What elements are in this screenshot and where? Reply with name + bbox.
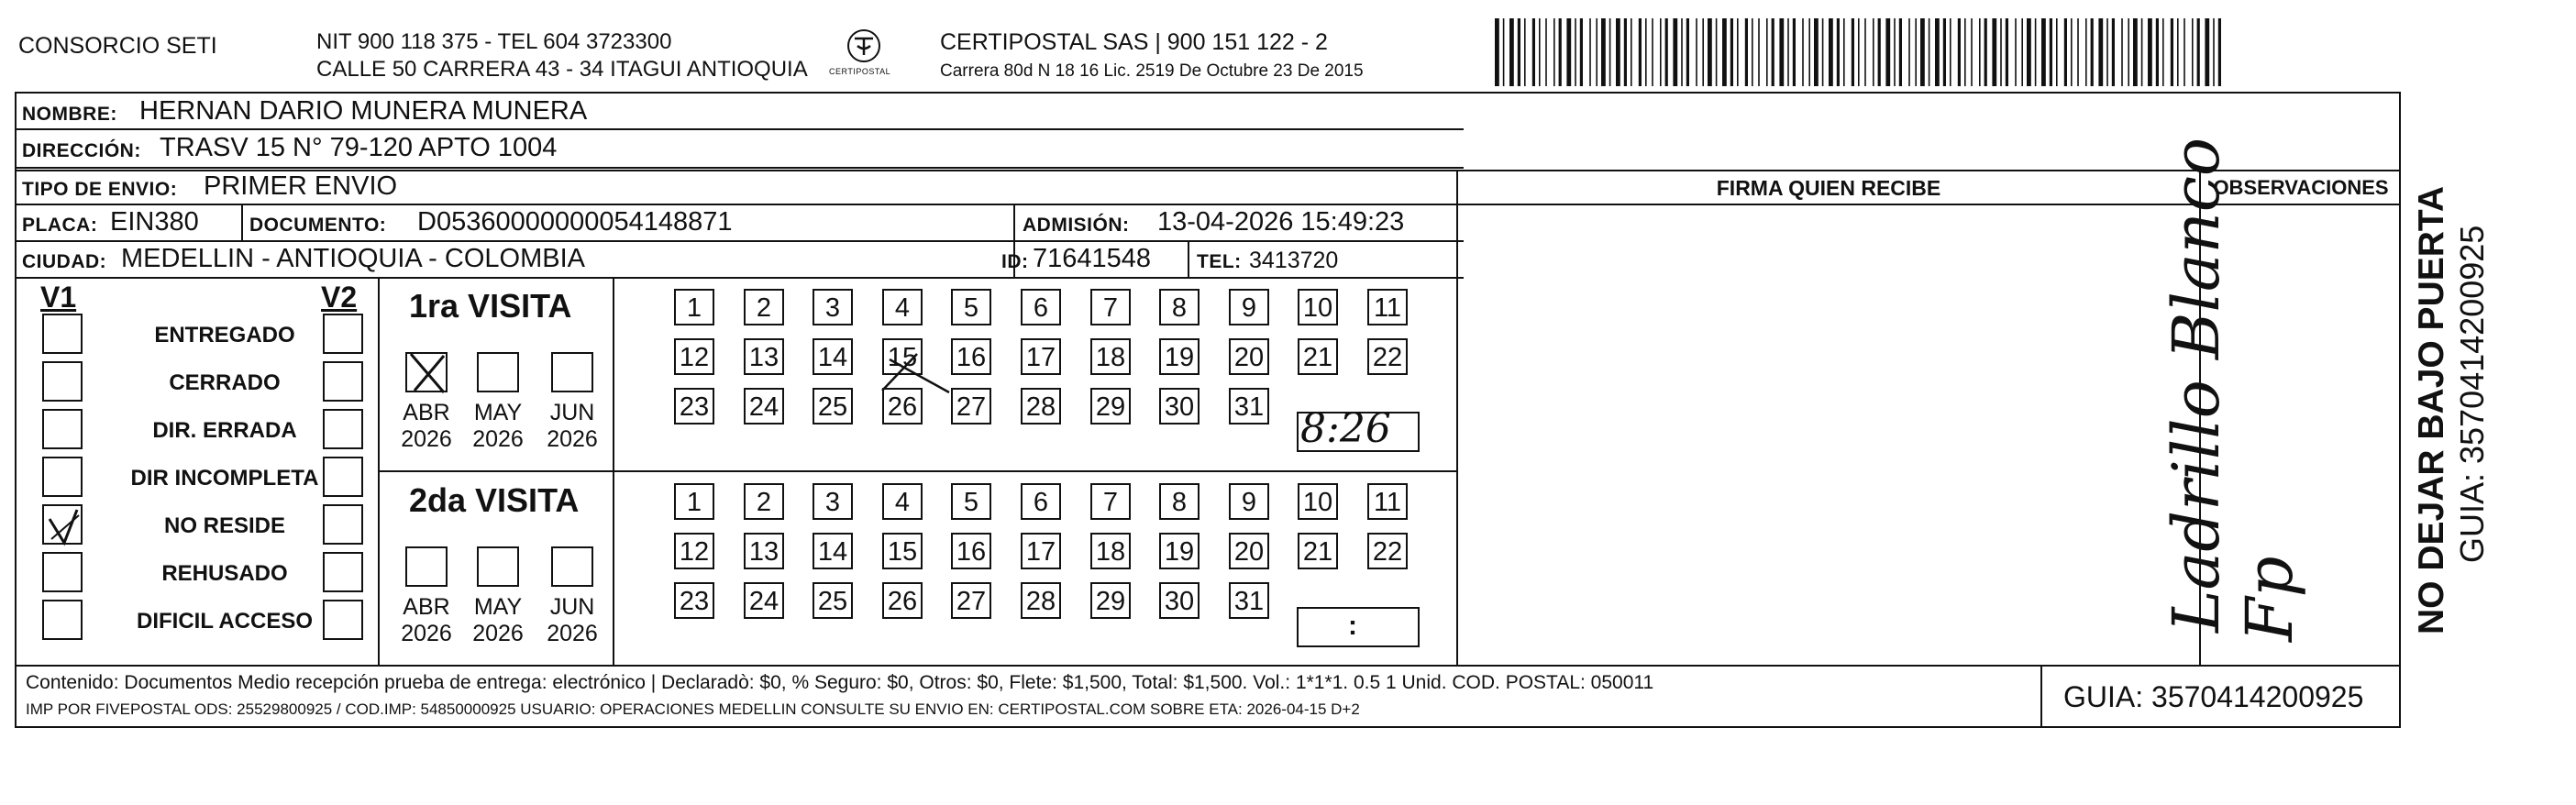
second-day-31[interactable]: 31 [1229,582,1269,619]
second-day-3[interactable]: 3 [813,483,853,520]
barcode-bar [2015,18,2017,86]
first-day-21[interactable]: 21 [1298,338,1338,375]
footer-guia: GUIA: 3570414200925 [2063,680,2364,713]
barcode-bar [1808,18,1810,86]
barcode-bar [1553,18,1555,86]
barcode-bar [2156,18,2159,86]
barcode-bar [1752,18,1753,86]
logo-text: CERTIPOSTAL [829,67,891,76]
barcode-bar [1814,18,1819,86]
documento-value: D05360000000054148871 [417,207,733,237]
first-day-1[interactable]: 1 [674,289,714,325]
ciudad-label: CIUDAD: [22,251,107,272]
barcode-bar [1596,18,1598,86]
barcode-bar [1616,18,1620,86]
month-name: JUN [549,594,595,620]
nombre-value: HERNAN DARIO MUNERA MUNERA [139,96,588,126]
second-day-26[interactable]: 26 [882,582,923,619]
barcode-bar [2133,18,2138,86]
barcode-bar [1935,18,1940,86]
first-day-25[interactable]: 25 [813,388,853,425]
barcode-bar [2128,18,2129,86]
barcode-bar [1843,18,1845,86]
barcode-bar [1908,18,1910,86]
direccion-value: TRASV 15 N° 79-120 APTO 1004 [160,133,558,162]
first-day-26[interactable]: 26 [882,388,923,425]
barcode-bar [1503,18,1505,86]
first-day-9[interactable]: 9 [1229,289,1269,325]
ciudad-value: MEDELLIN - ANTIOQUIA - COLOMBIA [121,244,585,273]
second-month-label-jun [536,594,609,647]
barcode-bar [2162,18,2164,86]
second-day-1[interactable]: 1 [674,483,714,520]
barcode-bar [1979,18,1981,86]
barcode-bar [1837,18,1840,86]
second-day-11[interactable]: 11 [1367,483,1408,520]
first-day-8[interactable]: 8 [1159,289,1200,325]
barcode-bar [1822,18,1824,86]
first-day-6[interactable]: 6 [1021,289,1061,325]
barcode-bar [1539,18,1541,86]
second-day-5[interactable]: 5 [951,483,991,520]
first-day-31[interactable]: 31 [1229,388,1269,425]
barcode-bar [1566,18,1571,86]
first-day-20[interactable]: 20 [1229,338,1269,375]
barcode-bar [1985,18,1987,86]
id-label: ID: [1001,251,1029,272]
barcode-bar [2041,18,2046,86]
barcode-bar [1858,18,1860,86]
second-visit-time-box [1297,607,1420,647]
barcode-bar [1958,18,1961,86]
barcode-bar [2106,18,2108,86]
second-day-20[interactable]: 20 [1229,533,1269,569]
v1-checkbox-entregado[interactable] [42,314,83,354]
second-day-8[interactable]: 8 [1159,483,1200,520]
second-day-22[interactable]: 22 [1367,533,1408,569]
first-day-3[interactable]: 3 [813,289,853,325]
barcode-bar [1915,18,1917,86]
v2-checkbox-dir-incompleta[interactable] [323,457,363,497]
barcode-bar [2098,18,2103,86]
side-guia: GUIA: 3570414200925 [2453,225,2491,563]
barcode-bar [2085,18,2087,86]
barcode-bar [2205,18,2209,86]
first-day-16[interactable]: 16 [951,338,991,375]
barcode-bar [1793,18,1796,86]
barcode-bar [1645,18,1647,86]
barcode-bar [1852,18,1854,86]
barcode-bar [1829,18,1833,86]
second-day-6[interactable]: 6 [1021,483,1061,520]
v1-check-mark [44,506,84,546]
second-day-9[interactable]: 9 [1229,483,1269,520]
barcode-bar [1702,18,1704,86]
first-day-22[interactable]: 22 [1367,338,1408,375]
v1-checkbox-dir-errada[interactable] [42,409,83,449]
status-label-entregado: ENTREGADO [154,323,295,347]
barcode-bar [1894,18,1896,86]
barcode-bar [2213,18,2215,86]
barcode-bar [2056,18,2058,86]
first-day-24[interactable]: 24 [744,388,784,425]
first-day-15[interactable]: 15 [882,338,923,375]
certipostal-line: CERTIPOSTAL SAS | 900 151 122 - 2 [940,29,1328,55]
documento-label: DOCUMENTO: [249,215,387,236]
barcode-bar [1885,18,1890,86]
second-day-14[interactable]: 14 [813,533,853,569]
first-day-29[interactable]: 29 [1090,388,1131,425]
first-day-19[interactable]: 19 [1159,338,1200,375]
barcode-bar [1518,18,1520,86]
second-day-23[interactable]: 23 [674,582,714,619]
month-name: JUN [549,400,595,425]
barcode-bar [1737,18,1739,86]
first-month-label-may [461,400,535,453]
first-day-30[interactable]: 30 [1159,388,1200,425]
certipostal-logo [827,28,901,83]
second-day-29[interactable]: 29 [1090,582,1131,619]
second-day-2[interactable]: 2 [744,483,784,520]
second-day-25[interactable]: 25 [813,582,853,619]
barcode-bar [1716,18,1718,86]
second-month-checkbox-abr[interactable] [405,546,448,587]
first-month-checkbox-jun[interactable] [551,352,593,392]
second-day-15[interactable]: 15 [882,533,923,569]
v1-label: V1 [40,281,77,314]
barcode-bar [1787,18,1789,86]
nit-line: NIT 900 118 375 - TEL 604 3723300 [316,29,672,54]
barcode-bar [2071,18,2073,86]
v2-label: V2 [321,281,358,314]
first-day-2[interactable]: 2 [744,289,784,325]
status-label-cerrado: CERRADO [169,370,281,395]
barcode-bar [2121,18,2123,86]
second-visit-time-placeholder: : [1348,611,1357,641]
barcode-bar [2177,18,2179,86]
barcode-bar [2184,18,2185,86]
second-day-7[interactable]: 7 [1090,483,1131,520]
second-day-12[interactable]: 12 [674,533,714,569]
v1-checkbox-dir-incompleta[interactable] [42,457,83,497]
first-visit-title: 1ra VISITA [409,287,572,325]
second-month-label-abr [390,594,463,647]
admision-value: 13-04-2026 15:49:23 [1157,207,1405,237]
second-day-24[interactable]: 24 [744,582,784,619]
first-day-18[interactable]: 18 [1090,338,1131,375]
status-label-dir-errada: DIR. ERRADA [152,418,297,443]
first-day-10[interactable]: 10 [1298,289,1338,325]
barcode-bar [2112,18,2115,86]
barcode-bar [1964,18,1966,86]
barcode-bar [1971,18,1973,86]
month-name: ABR [403,400,450,425]
barcode-bar [2064,18,2067,86]
tipo-envio-label: TIPO DE ENVIO: [22,179,178,200]
first-visit-time: 8:26 [1300,405,1391,452]
first-day-27[interactable]: 27 [951,388,991,425]
barcode-bar [1580,18,1583,86]
barcode-bar [2000,18,2002,86]
month-year: 2026 [401,620,452,646]
month-year: 2026 [401,425,452,452]
side-no-dejar: NO DEJAR BAJO PUERTA [2412,185,2451,634]
month-name: ABR [403,594,450,620]
barcode-bar [1929,18,1930,86]
barcode-bar [1509,18,1514,86]
second-day-27[interactable]: 27 [951,582,991,619]
barcode-bar [1943,18,1946,86]
v2-checkbox-entregado[interactable] [323,314,363,354]
firma-header: FIRMA QUIEN RECIBE [1716,176,1941,200]
second-day-18[interactable]: 18 [1090,533,1131,569]
v2-checkbox-no-reside[interactable] [323,504,363,545]
second-day-4[interactable]: 4 [882,483,923,520]
second-month-checkbox-may[interactable] [477,546,519,587]
barcode-bar [2006,18,2008,86]
barcode-bar [1708,18,1712,86]
barcode-bar [2035,18,2037,86]
barcode-bar [2148,18,2152,86]
barcode-bar [2192,18,2194,86]
barcode-bar [1559,18,1562,86]
abr-check-mark [404,350,451,396]
barcode-bar [2021,18,2023,86]
barcode-bar [1589,18,1591,86]
first-month-checkbox-may[interactable] [477,352,519,392]
second-day-10[interactable]: 10 [1298,483,1338,520]
direccion-label: DIRECCIÓN: [22,140,141,161]
id-value: 71641548 [1033,244,1152,273]
placa-value: EIN380 [110,207,199,237]
second-day-30[interactable]: 30 [1159,582,1200,619]
observaciones-note: Ladrillo Blanco [2159,137,2234,633]
status-label-dificil-acceso: DIFICIL ACCESO [136,609,313,634]
placa-label: PLACA: [22,215,98,236]
barcode-bar [1730,18,1733,86]
month-year: 2026 [472,425,524,452]
barcode-bar [1766,18,1768,86]
first-day-4[interactable]: 4 [882,289,923,325]
barcode-bar [1624,18,1627,86]
company-name: CONSORCIO SETI [18,33,217,59]
barcode-bar [2141,18,2143,86]
barcode-bar [2218,18,2221,86]
barcode-bar [1545,18,1547,86]
tel-value: 3413720 [1249,248,1339,273]
barcode-bar [2171,18,2173,86]
first-day-17[interactable]: 17 [1021,338,1061,375]
status-label-dir-incompleta: DIR INCOMPLETA [130,466,319,491]
barcode-bar [2077,18,2079,86]
barcode-bar [1681,18,1683,86]
barcode-bar [1660,18,1662,86]
first-day-23[interactable]: 23 [674,388,714,425]
v1-checkbox-no-reside[interactable] [42,504,83,545]
first-day-7[interactable]: 7 [1090,289,1131,325]
barcode-bar [1696,18,1697,86]
barcode-bar [1758,18,1760,86]
first-day-11[interactable]: 11 [1367,289,1408,325]
barcode-bar [1495,18,1499,86]
second-month-label-may [461,594,535,647]
barcode-bar [1992,18,1996,86]
barcode-bar [1745,18,1748,86]
admision-label: ADMISIÓN: [1023,215,1130,236]
second-day-21[interactable]: 21 [1298,533,1338,569]
barcode-bar [1864,18,1866,86]
barcode-bar [1639,18,1642,86]
footer-imp: IMP POR FIVEPOSTAL ODS: 25529800925 / COD.IMP: 54850000925 USUARIO: OPERACIONES MEDELLIN CONSULTE SU ENVIO EN: CERTIPOSTAL.COM SOBRE ETA: 2026-04-15 D+2 [26,700,1360,718]
nombre-label: NOMBRE: [22,104,117,125]
barcode-bar [1873,18,1874,86]
second-visit-title: 2da VISITA [409,481,580,519]
month-name: MAY [473,400,523,425]
v1-checkbox-rehusado[interactable] [42,552,83,592]
first-day-28[interactable]: 28 [1021,388,1061,425]
barcode-bar [1686,18,1689,86]
barcode-bar [2091,18,2094,86]
barcode-bar [1601,18,1606,86]
status-label-rehusado: REHUSADO [161,561,288,586]
barcode [1495,18,2225,86]
barcode-bar [1532,18,1535,86]
footer-contenido: Contenido: Documentos Medio recepción prueba de entrega: electrónico | Declaradò: $0, % Seguro: $0, Otros: $0, Flete: $1,500, Total: $1,500. Vol.: 1*1*1. 0.5 1 Unid. COD. POSTAL: 050011 [26,672,1654,693]
barcode-bar [1575,18,1576,86]
barcode-bar [1802,18,1804,86]
tel-label: TEL: [1197,251,1242,272]
barcode-bar [2027,18,2031,86]
first-day-14[interactable]: 14 [813,338,853,375]
barcode-bar [2197,18,2200,86]
barcode-bar [1524,18,1526,86]
barcode-bar [1652,18,1653,86]
v2-checkbox-dificil-acceso[interactable] [323,600,363,640]
barcode-bar [1609,18,1611,86]
v2-checkbox-rehusado[interactable] [323,552,363,592]
first-month-label-jun [536,400,609,453]
address-line: CALLE 50 CARRERA 43 - 34 ITAGUI ANTIOQUIA [316,57,808,82]
tipo-envio-value: PRIMER ENVIO [204,171,398,201]
second-day-13[interactable]: 13 [744,533,784,569]
first-day-13[interactable]: 13 [744,338,784,375]
v2-checkbox-dir-errada[interactable] [323,409,363,449]
month-name: MAY [473,594,523,620]
v2-checkbox-cerrado[interactable] [323,361,363,402]
month-year: 2026 [547,620,598,646]
month-year: 2026 [547,425,598,452]
observaciones-header: OBSERVACIONES [2213,176,2389,199]
month-year: 2026 [472,620,524,646]
first-day-12[interactable]: 12 [674,338,714,375]
second-month-checkbox-jun[interactable] [551,546,593,587]
day15-strike-mark [880,350,954,396]
barcode-bar [1665,18,1668,86]
second-day-19[interactable]: 19 [1159,533,1200,569]
first-day-5[interactable]: 5 [951,289,991,325]
observaciones-initials: Fp [2232,556,2307,642]
barcode-bar [1673,18,1677,86]
barcode-bar [1772,18,1774,86]
second-day-28[interactable]: 28 [1021,582,1061,619]
status-label-no-reside: NO RESIDE [163,513,286,538]
barcode-bar [1722,18,1727,86]
second-day-16[interactable]: 16 [951,533,991,569]
barcode-bar [1920,18,1925,86]
v1-checkbox-dificil-acceso[interactable] [42,600,83,640]
license-line: Carrera 80d N 18 16 Lic. 2519 De Octubre 23 De 2015 [940,61,1364,81]
barcode-bar [1899,18,1902,86]
barcode-bar [2050,18,2052,86]
barcode-bar [1631,18,1632,86]
first-month-label-abr [390,400,463,453]
second-day-17[interactable]: 17 [1021,533,1061,569]
barcode-bar [1878,18,1881,86]
barcode-bar [1779,18,1784,86]
barcode-bar [1950,18,1951,86]
v1-checkbox-cerrado[interactable] [42,361,83,402]
